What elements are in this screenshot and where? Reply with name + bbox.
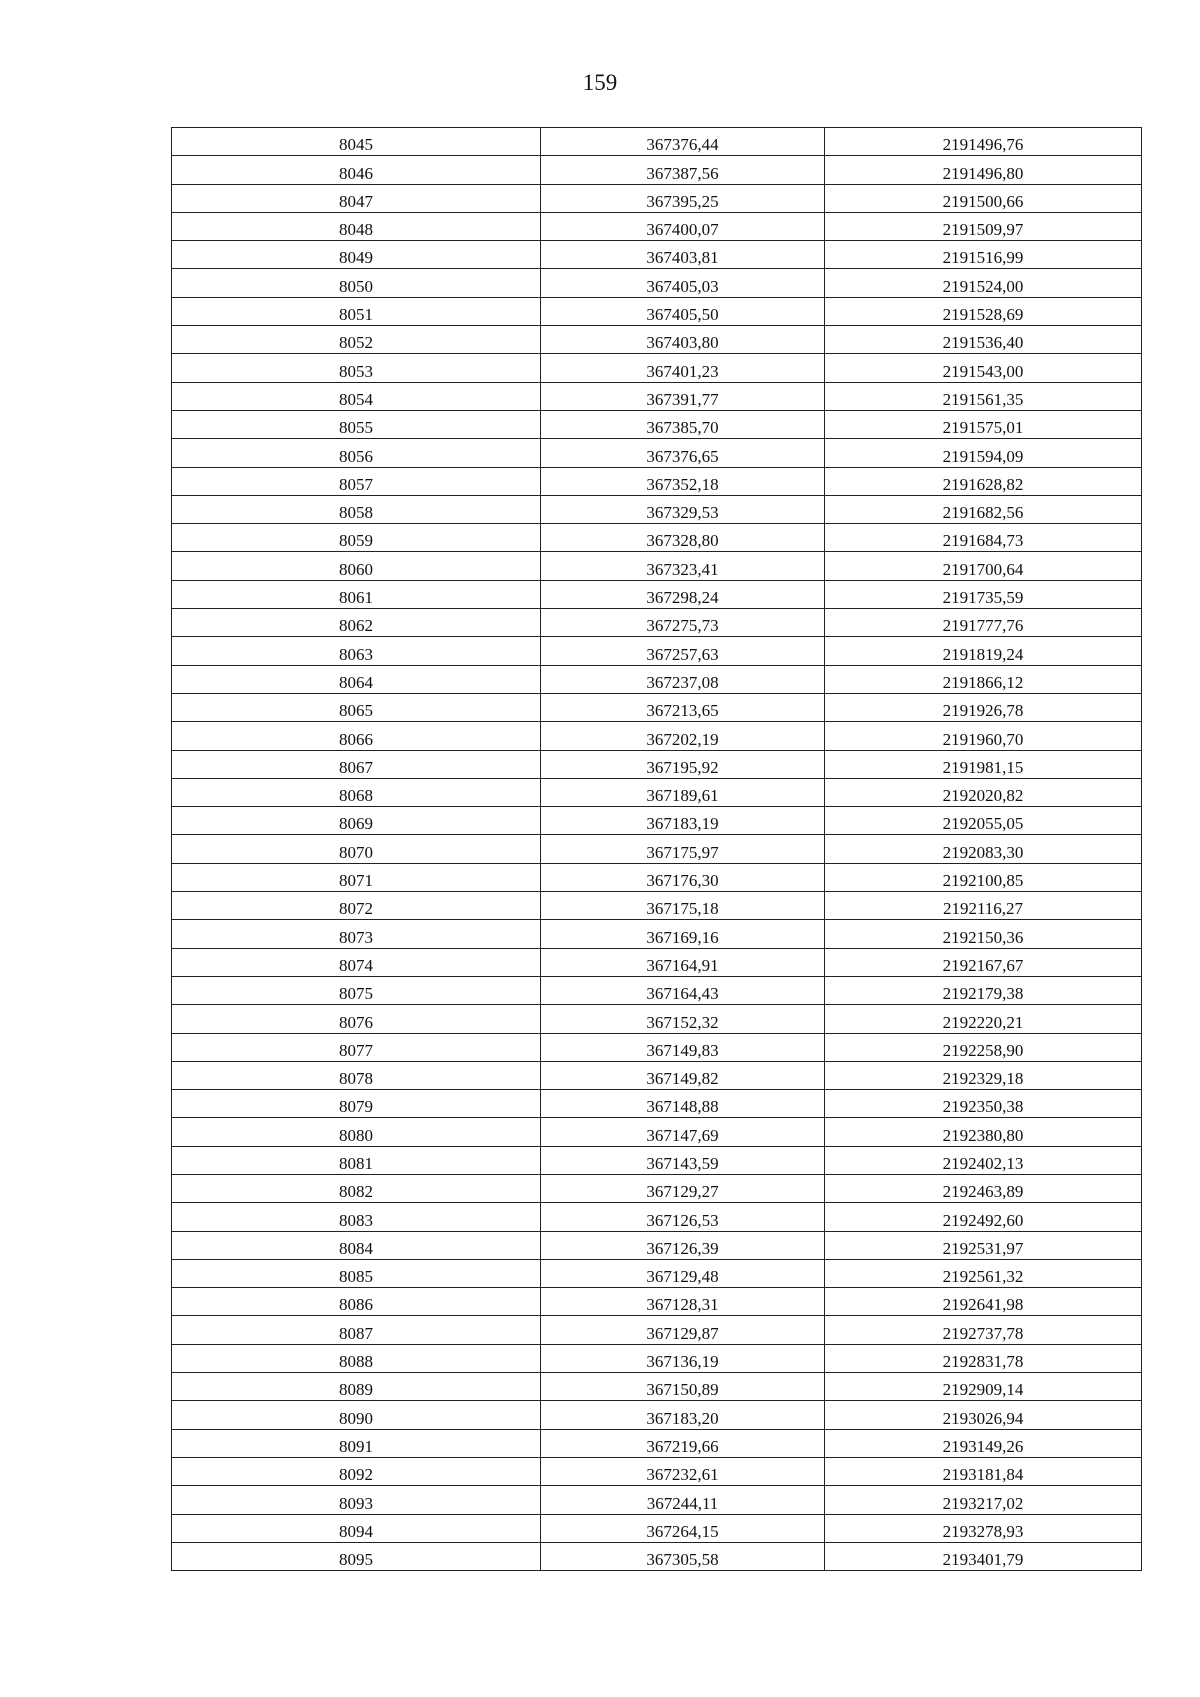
coordinates-table-body <box>172 128 1142 1571</box>
x-coordinate-cell: 367129,48 <box>541 1259 825 1287</box>
table-row <box>172 1090 1142 1118</box>
table-row <box>172 212 1142 240</box>
y-coordinate-cell: 2192463,89 <box>825 1174 1142 1202</box>
table-row <box>172 750 1142 778</box>
x-coordinate-cell: 367183,19 <box>541 807 825 835</box>
table-row <box>172 156 1142 184</box>
point-number-cell: 8056 <box>172 439 541 467</box>
x-coordinate-cell: 367395,25 <box>541 184 825 212</box>
table-row <box>172 835 1142 863</box>
table-row <box>172 693 1142 721</box>
point-number-cell: 8063 <box>172 637 541 665</box>
point-number-cell: 8095 <box>172 1542 541 1570</box>
y-coordinate-cell: 2193026,94 <box>825 1401 1142 1429</box>
table-row <box>172 948 1142 976</box>
x-coordinate-cell: 367298,24 <box>541 580 825 608</box>
point-number-cell: 8057 <box>172 467 541 495</box>
y-coordinate-cell: 2191528,69 <box>825 297 1142 325</box>
x-coordinate-cell: 367175,18 <box>541 892 825 920</box>
y-coordinate-cell: 2191819,24 <box>825 637 1142 665</box>
point-number-cell: 8049 <box>172 241 541 269</box>
point-number-cell: 8089 <box>172 1373 541 1401</box>
x-coordinate-cell: 367257,63 <box>541 637 825 665</box>
y-coordinate-cell: 2192641,98 <box>825 1288 1142 1316</box>
point-number-cell: 8084 <box>172 1231 541 1259</box>
point-number-cell: 8062 <box>172 609 541 637</box>
point-number-cell: 8080 <box>172 1118 541 1146</box>
point-number-cell: 8050 <box>172 269 541 297</box>
table-row <box>172 778 1142 806</box>
x-coordinate-cell: 367164,91 <box>541 948 825 976</box>
y-coordinate-cell: 2191777,76 <box>825 609 1142 637</box>
point-number-cell: 8094 <box>172 1514 541 1542</box>
point-number-cell: 8092 <box>172 1457 541 1485</box>
point-number-cell: 8059 <box>172 524 541 552</box>
y-coordinate-cell: 2191509,97 <box>825 212 1142 240</box>
x-coordinate-cell: 367376,65 <box>541 439 825 467</box>
x-coordinate-cell: 367169,16 <box>541 920 825 948</box>
point-number-cell: 8047 <box>172 184 541 212</box>
table-row <box>172 184 1142 212</box>
y-coordinate-cell: 2191496,76 <box>825 128 1142 156</box>
x-coordinate-cell: 367400,07 <box>541 212 825 240</box>
table-row <box>172 354 1142 382</box>
point-number-cell: 8048 <box>172 212 541 240</box>
point-number-cell: 8045 <box>172 128 541 156</box>
x-coordinate-cell: 367403,80 <box>541 326 825 354</box>
point-number-cell: 8086 <box>172 1288 541 1316</box>
y-coordinate-cell: 2192737,78 <box>825 1316 1142 1344</box>
y-coordinate-cell: 2191628,82 <box>825 467 1142 495</box>
x-coordinate-cell: 367405,03 <box>541 269 825 297</box>
x-coordinate-cell: 367202,19 <box>541 722 825 750</box>
x-coordinate-cell: 367150,89 <box>541 1373 825 1401</box>
table-row <box>172 1316 1142 1344</box>
y-coordinate-cell: 2191735,59 <box>825 580 1142 608</box>
page-number: 159 <box>582 70 618 95</box>
table-row <box>172 524 1142 552</box>
point-number-cell: 8060 <box>172 552 541 580</box>
x-coordinate-cell: 367376,44 <box>541 128 825 156</box>
table-row <box>172 1174 1142 1202</box>
y-coordinate-cell: 2191960,70 <box>825 722 1142 750</box>
table-row <box>172 580 1142 608</box>
y-coordinate-cell: 2192380,80 <box>825 1118 1142 1146</box>
y-coordinate-cell: 2191926,78 <box>825 693 1142 721</box>
point-number-cell: 8054 <box>172 382 541 410</box>
y-coordinate-cell: 2192116,27 <box>825 892 1142 920</box>
coordinates-table <box>171 127 1142 1571</box>
point-number-cell: 8079 <box>172 1090 541 1118</box>
y-coordinate-cell: 2191594,09 <box>825 439 1142 467</box>
x-coordinate-cell: 367403,81 <box>541 241 825 269</box>
x-coordinate-cell: 367275,73 <box>541 609 825 637</box>
point-number-cell: 8064 <box>172 665 541 693</box>
y-coordinate-cell: 2191524,00 <box>825 269 1142 297</box>
point-number-cell: 8091 <box>172 1429 541 1457</box>
y-coordinate-cell: 2192909,14 <box>825 1373 1142 1401</box>
table-row <box>172 1005 1142 1033</box>
x-coordinate-cell: 367128,31 <box>541 1288 825 1316</box>
y-coordinate-cell: 2192492,60 <box>825 1203 1142 1231</box>
y-coordinate-cell: 2193401,79 <box>825 1542 1142 1570</box>
point-number-cell: 8072 <box>172 892 541 920</box>
x-coordinate-cell: 367129,27 <box>541 1174 825 1202</box>
point-number-cell: 8065 <box>172 693 541 721</box>
table-row <box>172 1344 1142 1372</box>
table-row <box>172 807 1142 835</box>
y-coordinate-cell: 2191516,99 <box>825 241 1142 269</box>
point-number-cell: 8093 <box>172 1486 541 1514</box>
y-coordinate-cell: 2191684,73 <box>825 524 1142 552</box>
table-row <box>172 326 1142 354</box>
point-number-cell: 8088 <box>172 1344 541 1372</box>
table-row <box>172 1514 1142 1542</box>
point-number-cell: 8058 <box>172 495 541 523</box>
x-coordinate-cell: 367148,88 <box>541 1090 825 1118</box>
y-coordinate-cell: 2192531,97 <box>825 1231 1142 1259</box>
table-row <box>172 1486 1142 1514</box>
x-coordinate-cell: 367232,61 <box>541 1457 825 1485</box>
y-coordinate-cell: 2192831,78 <box>825 1344 1142 1372</box>
y-coordinate-cell: 2192350,38 <box>825 1090 1142 1118</box>
y-coordinate-cell: 2191866,12 <box>825 665 1142 693</box>
point-number-cell: 8081 <box>172 1146 541 1174</box>
y-coordinate-cell: 2191536,40 <box>825 326 1142 354</box>
table-row <box>172 467 1142 495</box>
y-coordinate-cell: 2191561,35 <box>825 382 1142 410</box>
table-row <box>172 1373 1142 1401</box>
y-coordinate-cell: 2191575,01 <box>825 410 1142 438</box>
x-coordinate-cell: 367405,50 <box>541 297 825 325</box>
table-row <box>172 609 1142 637</box>
point-number-cell: 8073 <box>172 920 541 948</box>
point-number-cell: 8074 <box>172 948 541 976</box>
x-coordinate-cell: 367176,30 <box>541 863 825 891</box>
point-number-cell: 8052 <box>172 326 541 354</box>
table-row <box>172 1457 1142 1485</box>
x-coordinate-cell: 367183,20 <box>541 1401 825 1429</box>
point-number-cell: 8051 <box>172 297 541 325</box>
table-row <box>172 552 1142 580</box>
point-number-cell: 8087 <box>172 1316 541 1344</box>
y-coordinate-cell: 2193217,02 <box>825 1486 1142 1514</box>
x-coordinate-cell: 367329,53 <box>541 495 825 523</box>
y-coordinate-cell: 2192258,90 <box>825 1033 1142 1061</box>
y-coordinate-cell: 2192020,82 <box>825 778 1142 806</box>
table-row <box>172 1429 1142 1457</box>
x-coordinate-cell: 367149,83 <box>541 1033 825 1061</box>
x-coordinate-cell: 367385,70 <box>541 410 825 438</box>
table-row <box>172 1542 1142 1570</box>
x-coordinate-cell: 367219,66 <box>541 1429 825 1457</box>
table-row <box>172 410 1142 438</box>
y-coordinate-cell: 2192083,30 <box>825 835 1142 863</box>
point-number-cell: 8090 <box>172 1401 541 1429</box>
x-coordinate-cell: 367213,65 <box>541 693 825 721</box>
point-number-cell: 8070 <box>172 835 541 863</box>
point-number-cell: 8082 <box>172 1174 541 1202</box>
table-row <box>172 1401 1142 1429</box>
table-row <box>172 1203 1142 1231</box>
y-coordinate-cell: 2192167,67 <box>825 948 1142 976</box>
x-coordinate-cell: 367328,80 <box>541 524 825 552</box>
y-coordinate-cell: 2191500,66 <box>825 184 1142 212</box>
x-coordinate-cell: 367195,92 <box>541 750 825 778</box>
x-coordinate-cell: 367126,39 <box>541 1231 825 1259</box>
table-row <box>172 439 1142 467</box>
table-row <box>172 1146 1142 1174</box>
y-coordinate-cell: 2191682,56 <box>825 495 1142 523</box>
point-number-cell: 8053 <box>172 354 541 382</box>
y-coordinate-cell: 2192561,32 <box>825 1259 1142 1287</box>
x-coordinate-cell: 367387,56 <box>541 156 825 184</box>
point-number-cell: 8066 <box>172 722 541 750</box>
y-coordinate-cell: 2191496,80 <box>825 156 1142 184</box>
y-coordinate-cell: 2191981,15 <box>825 750 1142 778</box>
table-row <box>172 1288 1142 1316</box>
point-number-cell: 8076 <box>172 1005 541 1033</box>
table-row <box>172 920 1142 948</box>
x-coordinate-cell: 367305,58 <box>541 1542 825 1570</box>
x-coordinate-cell: 367152,32 <box>541 1005 825 1033</box>
y-coordinate-cell: 2193181,84 <box>825 1457 1142 1485</box>
point-number-cell: 8061 <box>172 580 541 608</box>
y-coordinate-cell: 2191700,64 <box>825 552 1142 580</box>
x-coordinate-cell: 367391,77 <box>541 382 825 410</box>
y-coordinate-cell: 2192329,18 <box>825 1061 1142 1089</box>
y-coordinate-cell: 2193278,93 <box>825 1514 1142 1542</box>
y-coordinate-cell: 2192220,21 <box>825 1005 1142 1033</box>
table-row <box>172 722 1142 750</box>
table-row <box>172 665 1142 693</box>
y-coordinate-cell: 2192100,85 <box>825 863 1142 891</box>
x-coordinate-cell: 367143,59 <box>541 1146 825 1174</box>
x-coordinate-cell: 367264,15 <box>541 1514 825 1542</box>
x-coordinate-cell: 367175,97 <box>541 835 825 863</box>
x-coordinate-cell: 367401,23 <box>541 354 825 382</box>
table-row <box>172 1259 1142 1287</box>
point-number-cell: 8083 <box>172 1203 541 1231</box>
x-coordinate-cell: 367164,43 <box>541 976 825 1004</box>
table-row <box>172 863 1142 891</box>
y-coordinate-cell: 2192402,13 <box>825 1146 1142 1174</box>
point-number-cell: 8069 <box>172 807 541 835</box>
point-number-cell: 8046 <box>172 156 541 184</box>
point-number-cell: 8067 <box>172 750 541 778</box>
point-number-cell: 8068 <box>172 778 541 806</box>
y-coordinate-cell: 2193149,26 <box>825 1429 1142 1457</box>
x-coordinate-cell: 367136,19 <box>541 1344 825 1372</box>
x-coordinate-cell: 367244,11 <box>541 1486 825 1514</box>
point-number-cell: 8075 <box>172 976 541 1004</box>
point-number-cell: 8055 <box>172 410 541 438</box>
table-row <box>172 128 1142 156</box>
x-coordinate-cell: 367129,87 <box>541 1316 825 1344</box>
point-number-cell: 8078 <box>172 1061 541 1089</box>
table-row <box>172 382 1142 410</box>
table-row <box>172 1061 1142 1089</box>
y-coordinate-cell: 2192150,36 <box>825 920 1142 948</box>
y-coordinate-cell: 2192055,05 <box>825 807 1142 835</box>
table-row <box>172 976 1142 1004</box>
table-row <box>172 297 1142 325</box>
table-row <box>172 637 1142 665</box>
x-coordinate-cell: 367189,61 <box>541 778 825 806</box>
x-coordinate-cell: 367149,82 <box>541 1061 825 1089</box>
table-row <box>172 495 1142 523</box>
x-coordinate-cell: 367126,53 <box>541 1203 825 1231</box>
x-coordinate-cell: 367352,18 <box>541 467 825 495</box>
table-row <box>172 1231 1142 1259</box>
x-coordinate-cell: 367147,69 <box>541 1118 825 1146</box>
x-coordinate-cell: 367323,41 <box>541 552 825 580</box>
point-number-cell: 8077 <box>172 1033 541 1061</box>
table-row <box>172 1118 1142 1146</box>
table-row <box>172 892 1142 920</box>
x-coordinate-cell: 367237,08 <box>541 665 825 693</box>
point-number-cell: 8085 <box>172 1259 541 1287</box>
y-coordinate-cell: 2192179,38 <box>825 976 1142 1004</box>
point-number-cell: 8071 <box>172 863 541 891</box>
y-coordinate-cell: 2191543,00 <box>825 354 1142 382</box>
table-row <box>172 241 1142 269</box>
table-row <box>172 1033 1142 1061</box>
table-row <box>172 269 1142 297</box>
